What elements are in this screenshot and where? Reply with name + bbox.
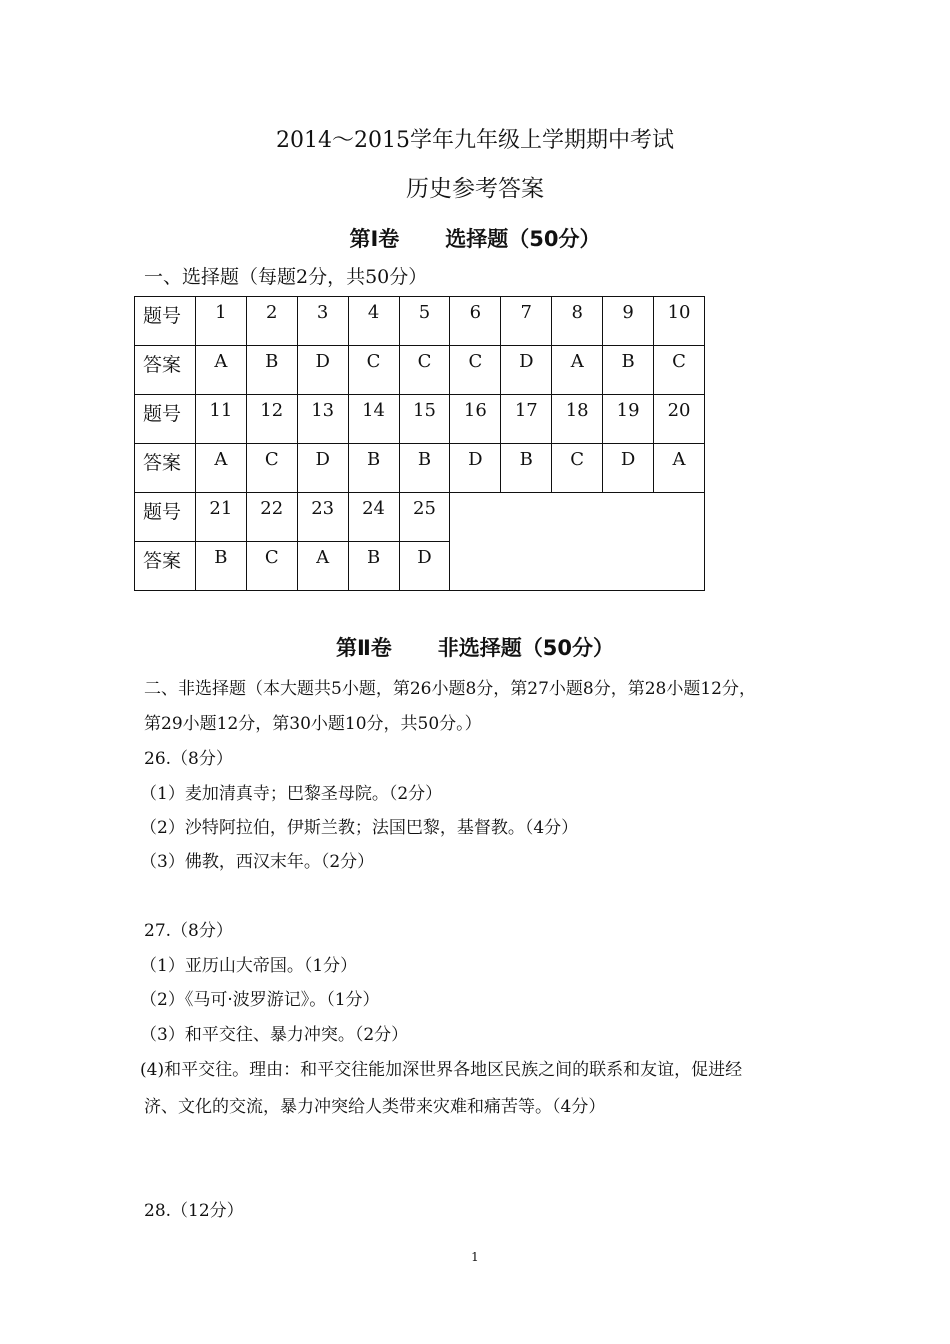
answer-cell: B <box>348 444 399 493</box>
answer-cell: D <box>501 346 552 395</box>
part1-heading-volume: 第Ⅰ卷 <box>349 227 400 251</box>
q27-answer-2: （2）《马可·波罗游记》。（1分） <box>140 990 380 1010</box>
answer-cell: D <box>603 444 654 493</box>
answer-cell: C <box>246 444 297 493</box>
question-number-cell: 25 <box>399 493 450 542</box>
answer-label: 答案 <box>135 542 196 591</box>
question-number-label: 题号 <box>135 395 196 444</box>
question-number-cell: 10 <box>654 297 705 346</box>
question-number-cell: 17 <box>501 395 552 444</box>
answer-cell: A <box>297 542 348 591</box>
answer-cell: B <box>348 542 399 591</box>
answer-cell: B <box>501 444 552 493</box>
question-number-cell: 21 <box>195 493 246 542</box>
empty-cell <box>450 493 705 591</box>
answer-cell: C <box>450 346 501 395</box>
q27-answer-3: （3）和平交往、暴力冲突。（2分） <box>140 1025 409 1045</box>
answer-cell: A <box>654 444 705 493</box>
answer-cell: D <box>399 542 450 591</box>
part1-heading <box>0 223 950 253</box>
answer-cell: A <box>195 444 246 493</box>
question-number-cell: 5 <box>399 297 450 346</box>
answer-cell: B <box>399 444 450 493</box>
answer-cell: C <box>348 346 399 395</box>
question-number-cell: 1 <box>195 297 246 346</box>
part2-heading-volume: 第Ⅱ卷 <box>335 636 392 660</box>
question-number-cell: 11 <box>195 395 246 444</box>
question-number-cell: 23 <box>297 493 348 542</box>
q27-heading: 27.（8分） <box>144 921 233 941</box>
question-number-cell: 2 <box>246 297 297 346</box>
question-number-cell: 9 <box>603 297 654 346</box>
answer-row <box>135 346 705 395</box>
q27-answer-4-line2: 济、文化的交流，暴力冲突给人类带来灾难和痛苦等。（4分） <box>144 1097 606 1117</box>
page-number: 1 <box>471 1250 479 1264</box>
question-number-cell: 18 <box>552 395 603 444</box>
question-number-label: 题号 <box>135 493 196 542</box>
question-number-cell: 4 <box>348 297 399 346</box>
answer-cell: D <box>450 444 501 493</box>
answer-cell: B <box>195 542 246 591</box>
question-number-row <box>135 297 705 346</box>
question-number-cell: 12 <box>246 395 297 444</box>
part1-heading-type: 选择题（50分） <box>445 227 601 251</box>
answer-cell: C <box>399 346 450 395</box>
q28-heading: 28.（12分） <box>144 1201 244 1221</box>
answer-label: 答案 <box>135 444 196 493</box>
part2-instruction-line2: 第29小题12分，第30小题10分，共50分。） <box>144 714 482 734</box>
q26-answer-2: （2）沙特阿拉伯，伊斯兰教；法国巴黎，基督教。（4分） <box>140 818 579 838</box>
question-number-cell: 15 <box>399 395 450 444</box>
answer-cell: D <box>297 444 348 493</box>
part2-heading-type: 非选择题（50分） <box>437 636 615 660</box>
part2-heading <box>0 632 950 662</box>
q27-answer-4-line1: (4)和平交往。理由：和平交往能加深世界各地区民族之间的联系和友谊，促进经 <box>140 1060 743 1080</box>
document-title: 2014～2015学年九年级上学期期中考试 <box>276 128 674 153</box>
answer-cell: A <box>195 346 246 395</box>
answer-cell: D <box>297 346 348 395</box>
question-number-cell: 22 <box>246 493 297 542</box>
question-number-cell: 13 <box>297 395 348 444</box>
question-number-cell: 16 <box>450 395 501 444</box>
question-number-cell: 14 <box>348 395 399 444</box>
answer-cell: B <box>603 346 654 395</box>
question-number-cell: 7 <box>501 297 552 346</box>
q27-answer-1: （1）亚历山大帝国。（1分） <box>140 956 358 976</box>
question-number-cell: 8 <box>552 297 603 346</box>
question-number-cell: 6 <box>450 297 501 346</box>
answer-cell: C <box>654 346 705 395</box>
question-number-label: 题号 <box>135 297 196 346</box>
answer-label: 答案 <box>135 346 196 395</box>
answer-cell: B <box>246 346 297 395</box>
question-number-cell: 19 <box>603 395 654 444</box>
question-number-row <box>135 395 705 444</box>
question-number-cell: 3 <box>297 297 348 346</box>
q26-answer-3: （3）佛教，西汉末年。（2分） <box>140 852 375 872</box>
answer-row <box>135 444 705 493</box>
question-number-row <box>135 493 705 542</box>
question-number-cell: 24 <box>348 493 399 542</box>
answer-cell: C <box>552 444 603 493</box>
answer-cell: C <box>246 542 297 591</box>
document-subtitle: 历史参考答案 <box>406 176 544 202</box>
q26-heading: 26.（8分） <box>144 749 233 769</box>
q26-answer-1: （1）麦加清真寺；巴黎圣母院。（2分） <box>140 784 443 804</box>
part2-instruction-line1: 二、非选择题（本大题共5小题，第26小题8分，第27小题8分，第28小题12分， <box>144 679 756 699</box>
answer-table <box>134 296 705 591</box>
answer-cell: A <box>552 346 603 395</box>
question-number-cell: 20 <box>654 395 705 444</box>
part1-instruction: 一、选择题（每题2分，共50分） <box>144 266 428 288</box>
